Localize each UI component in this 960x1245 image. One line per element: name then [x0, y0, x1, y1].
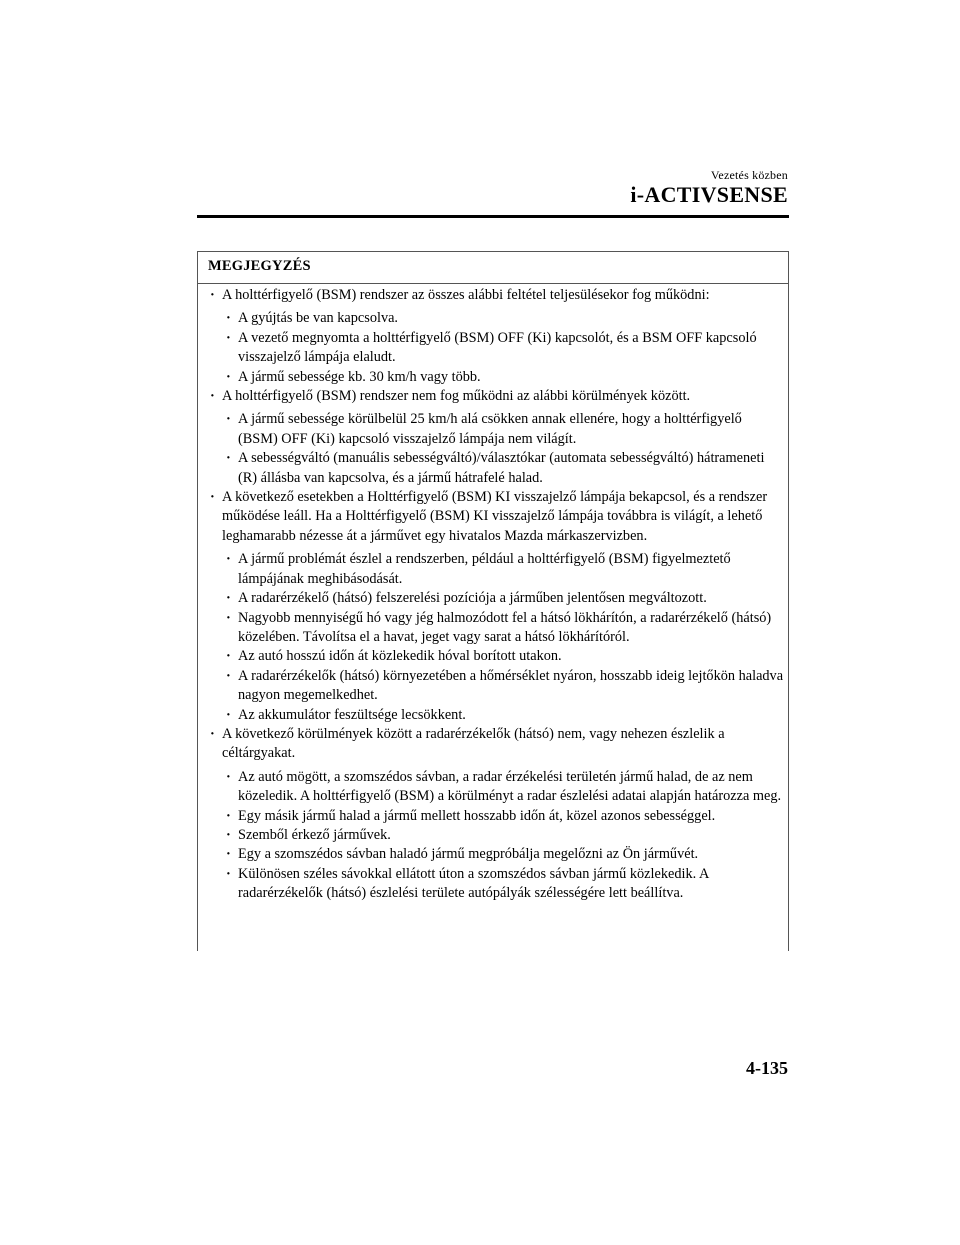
page-number: 4-135 — [746, 1058, 788, 1078]
section-title: i-ACTIVSENSE — [630, 182, 788, 207]
bullet-group — [210, 286, 785, 387]
bullet-group — [210, 725, 785, 904]
sub-bullet-item: · A jármű problémát észlel a rendszerben, például a holttérfigyelő (BSM) figyelmeztető lámpájának meghibásodását. — [226, 550, 785, 589]
sub-bullet-item: · Nagyobb mennyiségű hó vagy jég halmozódott fel a hátsó lökhárítón, a radarérzékelő (hátsó) közelében. Távolítsa el a havat, jeget vagy sarat a hátsó lökhárítóról. — [226, 609, 785, 648]
bullet-item: · A holttérfigyelő (BSM) rendszer nem fog működni az alábbi körülmények között. — [210, 387, 785, 406]
sub-bullet-item: · A radarérzékelők (hátsó) környezetében a hőmérséklet nyáron, hosszabb ideig lejtőkön haladva nagyon megemelkedhet. — [226, 667, 785, 706]
sub-bullet-item: · A jármű sebessége kb. 30 km/h vagy több. — [226, 368, 785, 387]
sub-bullet-item: · Az autó mögött, a szomszédos sávban, a radar érzékelési területén jármű halad, de az nem közeledik. A holttérfigyelő (BSM) a körülményt a radar észlelési adatai alapján határozza meg. — [226, 768, 785, 807]
sub-bullet-item: · A vezető megnyomta a holttérfigyelő (BSM) OFF (Ki) kapcsolót, és a BSM OFF kapcsoló visszajelző lámpája elaludt. — [226, 329, 785, 368]
sub-bullet-item: · A radarérzékelő (hátsó) felszerelési pozíciója a járműben jelentősen megváltozott. — [226, 589, 785, 608]
sub-list — [210, 550, 785, 725]
bullet-group — [210, 387, 785, 488]
header-rule — [197, 215, 789, 218]
bullet-item: · A következő esetekben a Holttérfigyelő (BSM) KI visszajelző lámpája bekapcsol, és a rendszer működése leáll. Ha a Holttérfigyelő (BSM) KI visszajelző lámpája továbbra is világít, a lehető leghamarabb nézesse át a járművet egy hivatalos Mazda márkaszervizben. — [210, 488, 785, 546]
bullet-item: · A holttérfigyelő (BSM) rendszer az összes alábbi feltétel teljesülésekor fog működni: — [210, 286, 785, 305]
sub-bullet-item: · A jármű sebessége körülbelül 25 km/h alá csökken annak ellenére, hogy a holttérfigyelő (BSM) OFF (Ki) kapcsoló visszajelző lámpája nem világít. — [226, 410, 785, 449]
sub-bullet-item: · Különösen széles sávokkal ellátott úton a szomszédos sávban jármű közlekedik. A radarérzékelők (hátsó) észlelési területe autópályák szélességére lett beállítva. — [226, 865, 785, 904]
sub-list — [210, 410, 785, 488]
note-heading: MEGJEGYZÉS — [208, 258, 311, 274]
sub-bullet-item: · A gyújtás be van kapcsolva. — [226, 309, 785, 328]
bullet-item: · A következő körülmények között a radarérzékelők (hátsó) nem, vagy nehezen észlelik a céltárgyakat. — [210, 725, 785, 764]
sub-bullet-item: · Egy a szomszédos sávban haladó jármű megpróbálja megelőzni az Ön járművét. — [226, 845, 785, 864]
sub-bullet-item: · Az autó hosszú időn át közlekedik hóval borított utakon. — [226, 647, 785, 666]
sub-bullet-item: · Egy másik jármű halad a jármű mellett hosszabb időn át, közel azonos sebességgel. — [226, 807, 785, 826]
sub-bullet-item: · Szemből érkező járművek. — [226, 826, 785, 845]
sub-bullet-item: · A sebességváltó (manuális sebességváltó)/választókar (automata sebességváltó) hátrameneti (R) állásba van kapcsolva, és a jármű hátrafelé halad. — [226, 449, 785, 488]
note-divider — [197, 283, 789, 284]
sub-list — [210, 768, 785, 904]
bullet-group — [210, 488, 785, 725]
sub-list — [210, 309, 785, 387]
note-body — [210, 286, 785, 904]
section-label: Vezetés közben — [710, 168, 788, 182]
sub-bullet-item: · Az akkumulátor feszültsége lecsökkent. — [226, 706, 785, 725]
